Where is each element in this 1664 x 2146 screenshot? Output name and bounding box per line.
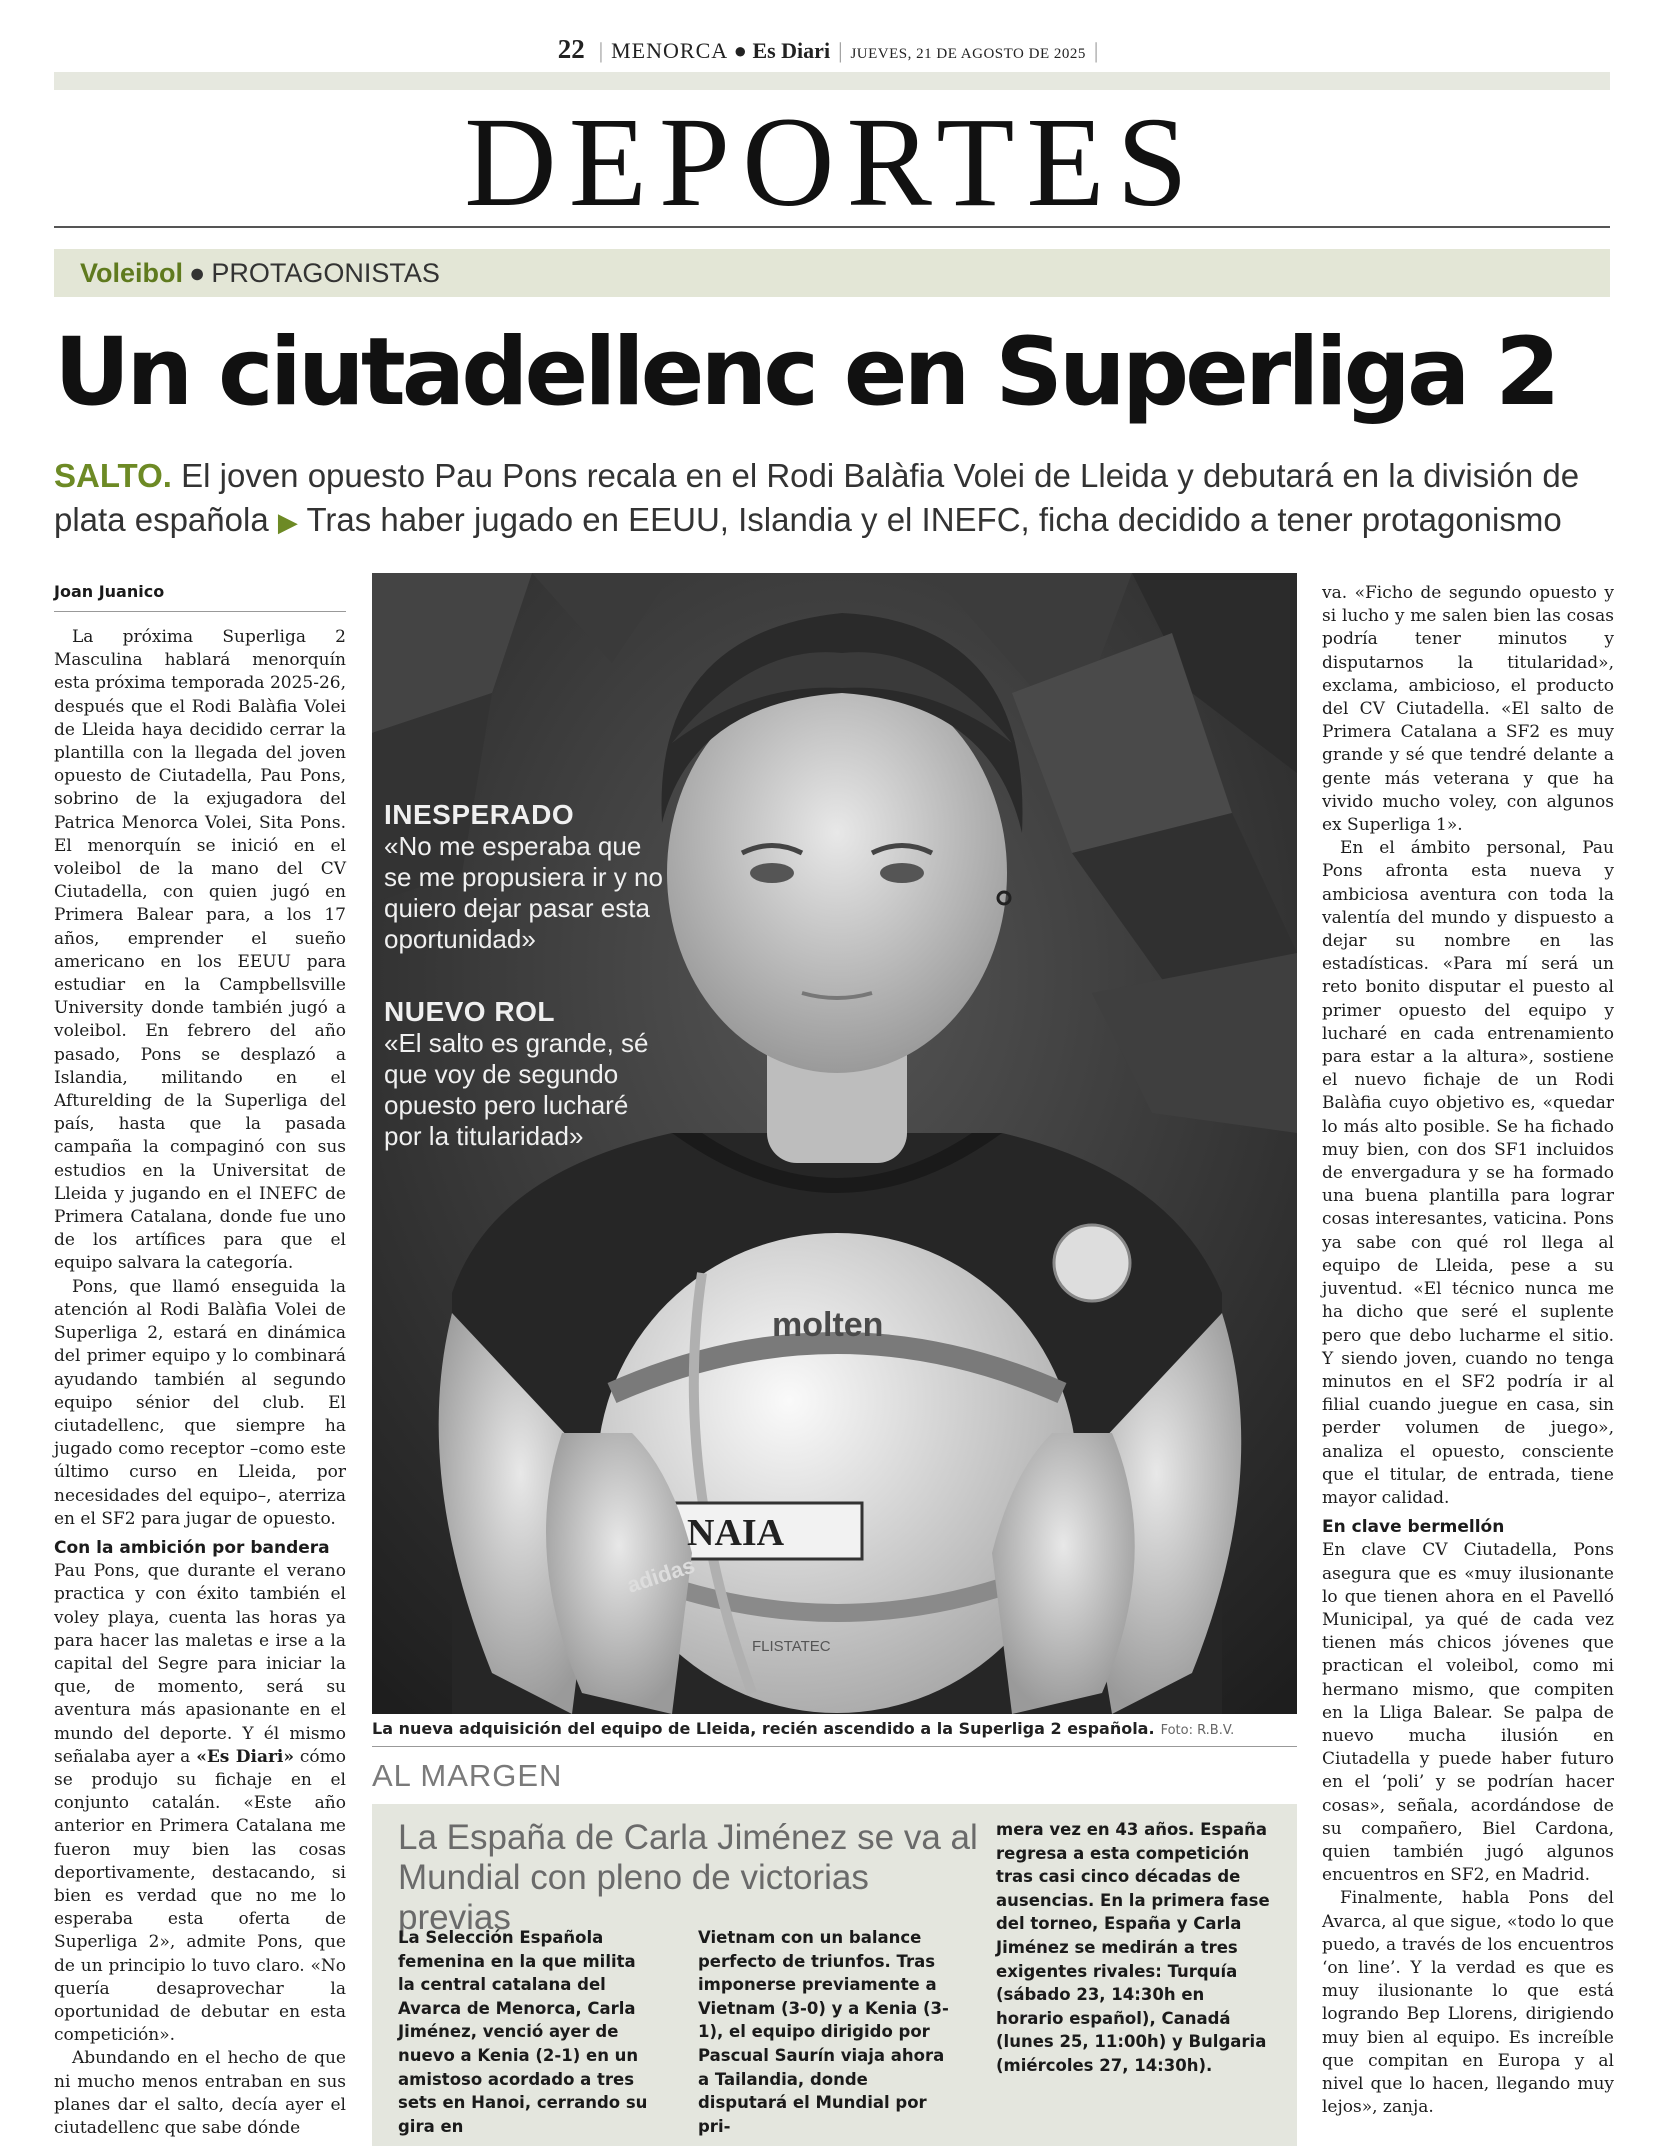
article-paragraph: En clave CV Ciutadella, Pons asegura que es «muy ilusionante lo que tienen ahora en el Pavelló Municipal, ya qué de cada vez tienen más chicos jóvenes que practican el voleibol, como mi hermano mismo, que compiten en la Lliga Balear. Se palpa de nuevo mucha ilusión en Ciutadella y puede haber futuro en el ‘poli’ y se podrían hacer cosas», señala, acordándose de su compañero, Biel Cardona, quien también jugó algunos encuentros en SF2, en Madrid. [1322, 1540, 1614, 1886]
article-paragraph: Pau Pons, que durante el verano practica y con éxito también el voley playa, cuenta las horas ya para hacer las maletas e irse a la capital del Segre para iniciar la que, de momento, será su aventura más apasionante en el mundo del deporte. Y él mismo señalaba ayer a «Es Diari» cómo se produjo su fichaje en el conjunto catalán. «Este año anterior en Primera Catalana me fueron muy bien las cosas deportivamente, destacando, si bien es verdad que no me lo esperaba esta oferta de Superliga 2», admite Pons, que de un principio lo tuvo claro. «No quería desaprovechar la oportunidad de debutar en esta competición». [54, 1561, 347, 2046]
subheading: En clave bermellón [1322, 1517, 1505, 1538]
pull-quote-text: «No me esperaba que se me propusiera ir y no quiero dejar pasar esta oportunidad» [384, 831, 663, 954]
sidebar-headline: La España de Carla Jiménez se va al Mundial con pleno de victorias previas [398, 1818, 978, 1937]
deck [54, 454, 1614, 544]
folio-section: MENORCA [611, 38, 729, 63]
play-arrow-icon: ▶ [277, 507, 298, 537]
kicker-sport: Voleibol [80, 258, 184, 288]
pull-quote-title: INESPERADO [384, 799, 575, 830]
bullet-icon: ● [189, 258, 206, 288]
folio-brand: Es Diari [752, 38, 831, 63]
sidebar-label: AL MARGEN [372, 1758, 563, 1793]
deck-lead: SALTO. [54, 457, 172, 494]
pull-quote-text: «El salto es grande, sé que voy de segundo opuesto pero lucharé por la titularidad» [384, 1028, 649, 1151]
article-paragraph: Finalmente, habla Pons del Avarca, al que sigue, «todo lo que puedo, a través de los encuentros ‘on line’. Y la verdad es que es muy ilusionante lo que está logrando Bep Llorens, dirigiendo muy bien al equipo. Es increíble que compitan en Europa y al nivel que lo hacen, llegando muy lejos», zanja. [1322, 1888, 1615, 2118]
article-column-right [1322, 582, 1614, 2126]
byline: Joan Juanico [54, 582, 346, 612]
ball-tag: FLISTATEC [752, 1638, 831, 1655]
page-number: 22 [557, 34, 585, 64]
article-paragraph: La próxima Superliga 2 Masculina hablará menorquín esta próxima temporada 2025-26, después que el Rodi Balàfia Volei de Lleida haya decidido cerrar la plantilla con la llegada del joven opuesto de Ciutadella, Pau Pons, sobrino de la exjugadora del Patrica Menorca Volei, Sita Pons. El menorquín se inició en el voleibol de la mano del CV Ciutadella, con quien jugó en Primera Balear para, a los 17 años, emprender el sueño americano en los EEUU para estudiar en la Campbellsville University donde también jugó a voleibol. En febrero del año pasado, Pons se desplazó a Islandia, militando en el Afturelding de la Superliga del país, hasta que la pasada campaña la compaginó con sus estudios en la Universitat de Lleida y jugando en el INEFC de Primera Catalana, donde fue uno de los artífices para que el equipo salvara la categoría. [54, 627, 346, 1274]
article-paragraph: va. «Ficho de segundo opuesto y si lucho y me salen bien las cosas podría tener minutos y disputarnos la titularidad», exclama, ambicioso, el producto del CV Ciutadella. «El salto de Primera Catalana a SF2 es muy grande y sé que tendré delante a gente más veterana y que ha vivido mucho voley, con algunos ex Superliga 1». [1322, 583, 1614, 836]
kicker-bar [54, 249, 1610, 297]
sidebar-column: La Selección Española femenina en la que milita la central catalana del Avarca de Menorca, Carla Jiménez, venció ayer de nuevo a Kenia (2-1) en un amistoso acordado a tres sets en Hanoi, cerrando su gira en [398, 1928, 648, 2136]
article-paragraph: En el ámbito personal, Pau Pons afronta esta nueva y ambiciosa aventura con toda la valentía del mundo y dispuesto a dejar su nombre en las estadísticas. «Para mí será un reto bonito disputar el puesto al primer opuesto del equipo y lucharé en cada entrenamiento para estar a la altura», sostiene el nuevo fichaje de un Rodi Balàfia cuyo objetivo es, «quedar lo más alto posible. Se ha fichado muy bien, con dos SF1 incluidos de envergadura y se ha formado una buena plantilla para lograr cosas interesantes, vaticina. Pons ya sabe con qué rol llega al equipo de Lleida, pese a su juventud. «El técnico nunca me ha dicho que seré el suplente pero que debo lucharme el sitio. Y siendo joven, cuando no tenga minutos en el SF2 podría ir al filial cuando juegue en casa, sin perder volumen de juego», analiza el opuesto, consciente que el titular, de entrada, tiene mayor calidad. [1322, 838, 1614, 1508]
sidebar-column: Vietnam con un balance perfecto de triunfos. Tras imponerse previamente a Vietnam (3-0) y a Kenia (3-1), el equipo dirigido por Pascual Saurín viaja ahora a Tailandia, donde disputará el Mundial por pri- [698, 1928, 949, 2136]
top-bar [54, 72, 1610, 90]
photo-caption [372, 1719, 1297, 1747]
article-column-left [54, 626, 347, 2138]
club-crest-icon [1054, 1225, 1130, 1301]
section-title: DEPORTES [464, 91, 1200, 233]
deck-part-2: Tras haber jugado en EEUU, Islandia y el INEFC, ficha decidido a tener protagonismo [306, 501, 1562, 538]
section-rule [54, 226, 1610, 228]
bullet-icon: ● [733, 38, 747, 63]
sidebar-column: mera vez en 43 años. España regresa a esta competición tras casi cinco décadas de ausencias. En la primera fase del torneo, España y Carla Jiménez se medirán a tres exigentes rivales: Turquía (sábado 23, 14:30h en horario español), Canadá (lunes 25, 11:00h) y Bulgaria (miércoles 27, 14:30h). [996, 1820, 1270, 2075]
photo-credit: Foto: R.B.V. [1160, 1723, 1235, 1738]
page-folio: 22 | MENORCA ● Es Diari | JUEVES, 21 DE AGOSTO DE 2025 | [557, 34, 1099, 64]
pull-quote [384, 996, 664, 1152]
subheading: Con la ambición por bandera [54, 1537, 330, 1558]
article-paragraph: Pons, que llamó enseguida la atención al Rodi Balàfia Volei de Superliga 2, estará en dinámica del primer equipo y lo combinará ayudando también al segundo equipo sénior del club. El ciutadellenc, que siempre ha jugado como receptor –como este último curso en Lleida, por necesidades del equipo–, aterriza en el SF2 para jugar de opuesto. [54, 1276, 346, 1529]
player-photo [372, 573, 1297, 1714]
caption-text: La nueva adquisición del equipo de Lleida, recién ascendido a la Superliga 2 española. [372, 1719, 1155, 1738]
shirt-brand: adidas [623, 1552, 698, 1598]
kicker-label: PROTAGONISTAS [211, 258, 440, 288]
folio-date: JUEVES, 21 DE AGOSTO DE 2025 [850, 46, 1086, 62]
ball-brand: molten [772, 1306, 884, 1344]
sidebar-box [372, 1804, 1297, 2146]
pull-quote-title: NUEVO ROL [384, 996, 555, 1027]
headline: Un ciutadellenc en Superliga 2 [54, 318, 1557, 427]
ball-label: NAIA [687, 1512, 785, 1554]
article-paragraph: Abundando en el hecho de que ni mucho menos entraban en sus planes dar el salto, decía ayer el ciutadellenc que sabe dónde [54, 2048, 346, 2138]
deck-part-1: El joven opuesto Pau Pons recala en el Rodi Balàfia Volei de Lleida y debutará en la división de plata española [54, 457, 1580, 538]
pull-quote [384, 799, 664, 955]
